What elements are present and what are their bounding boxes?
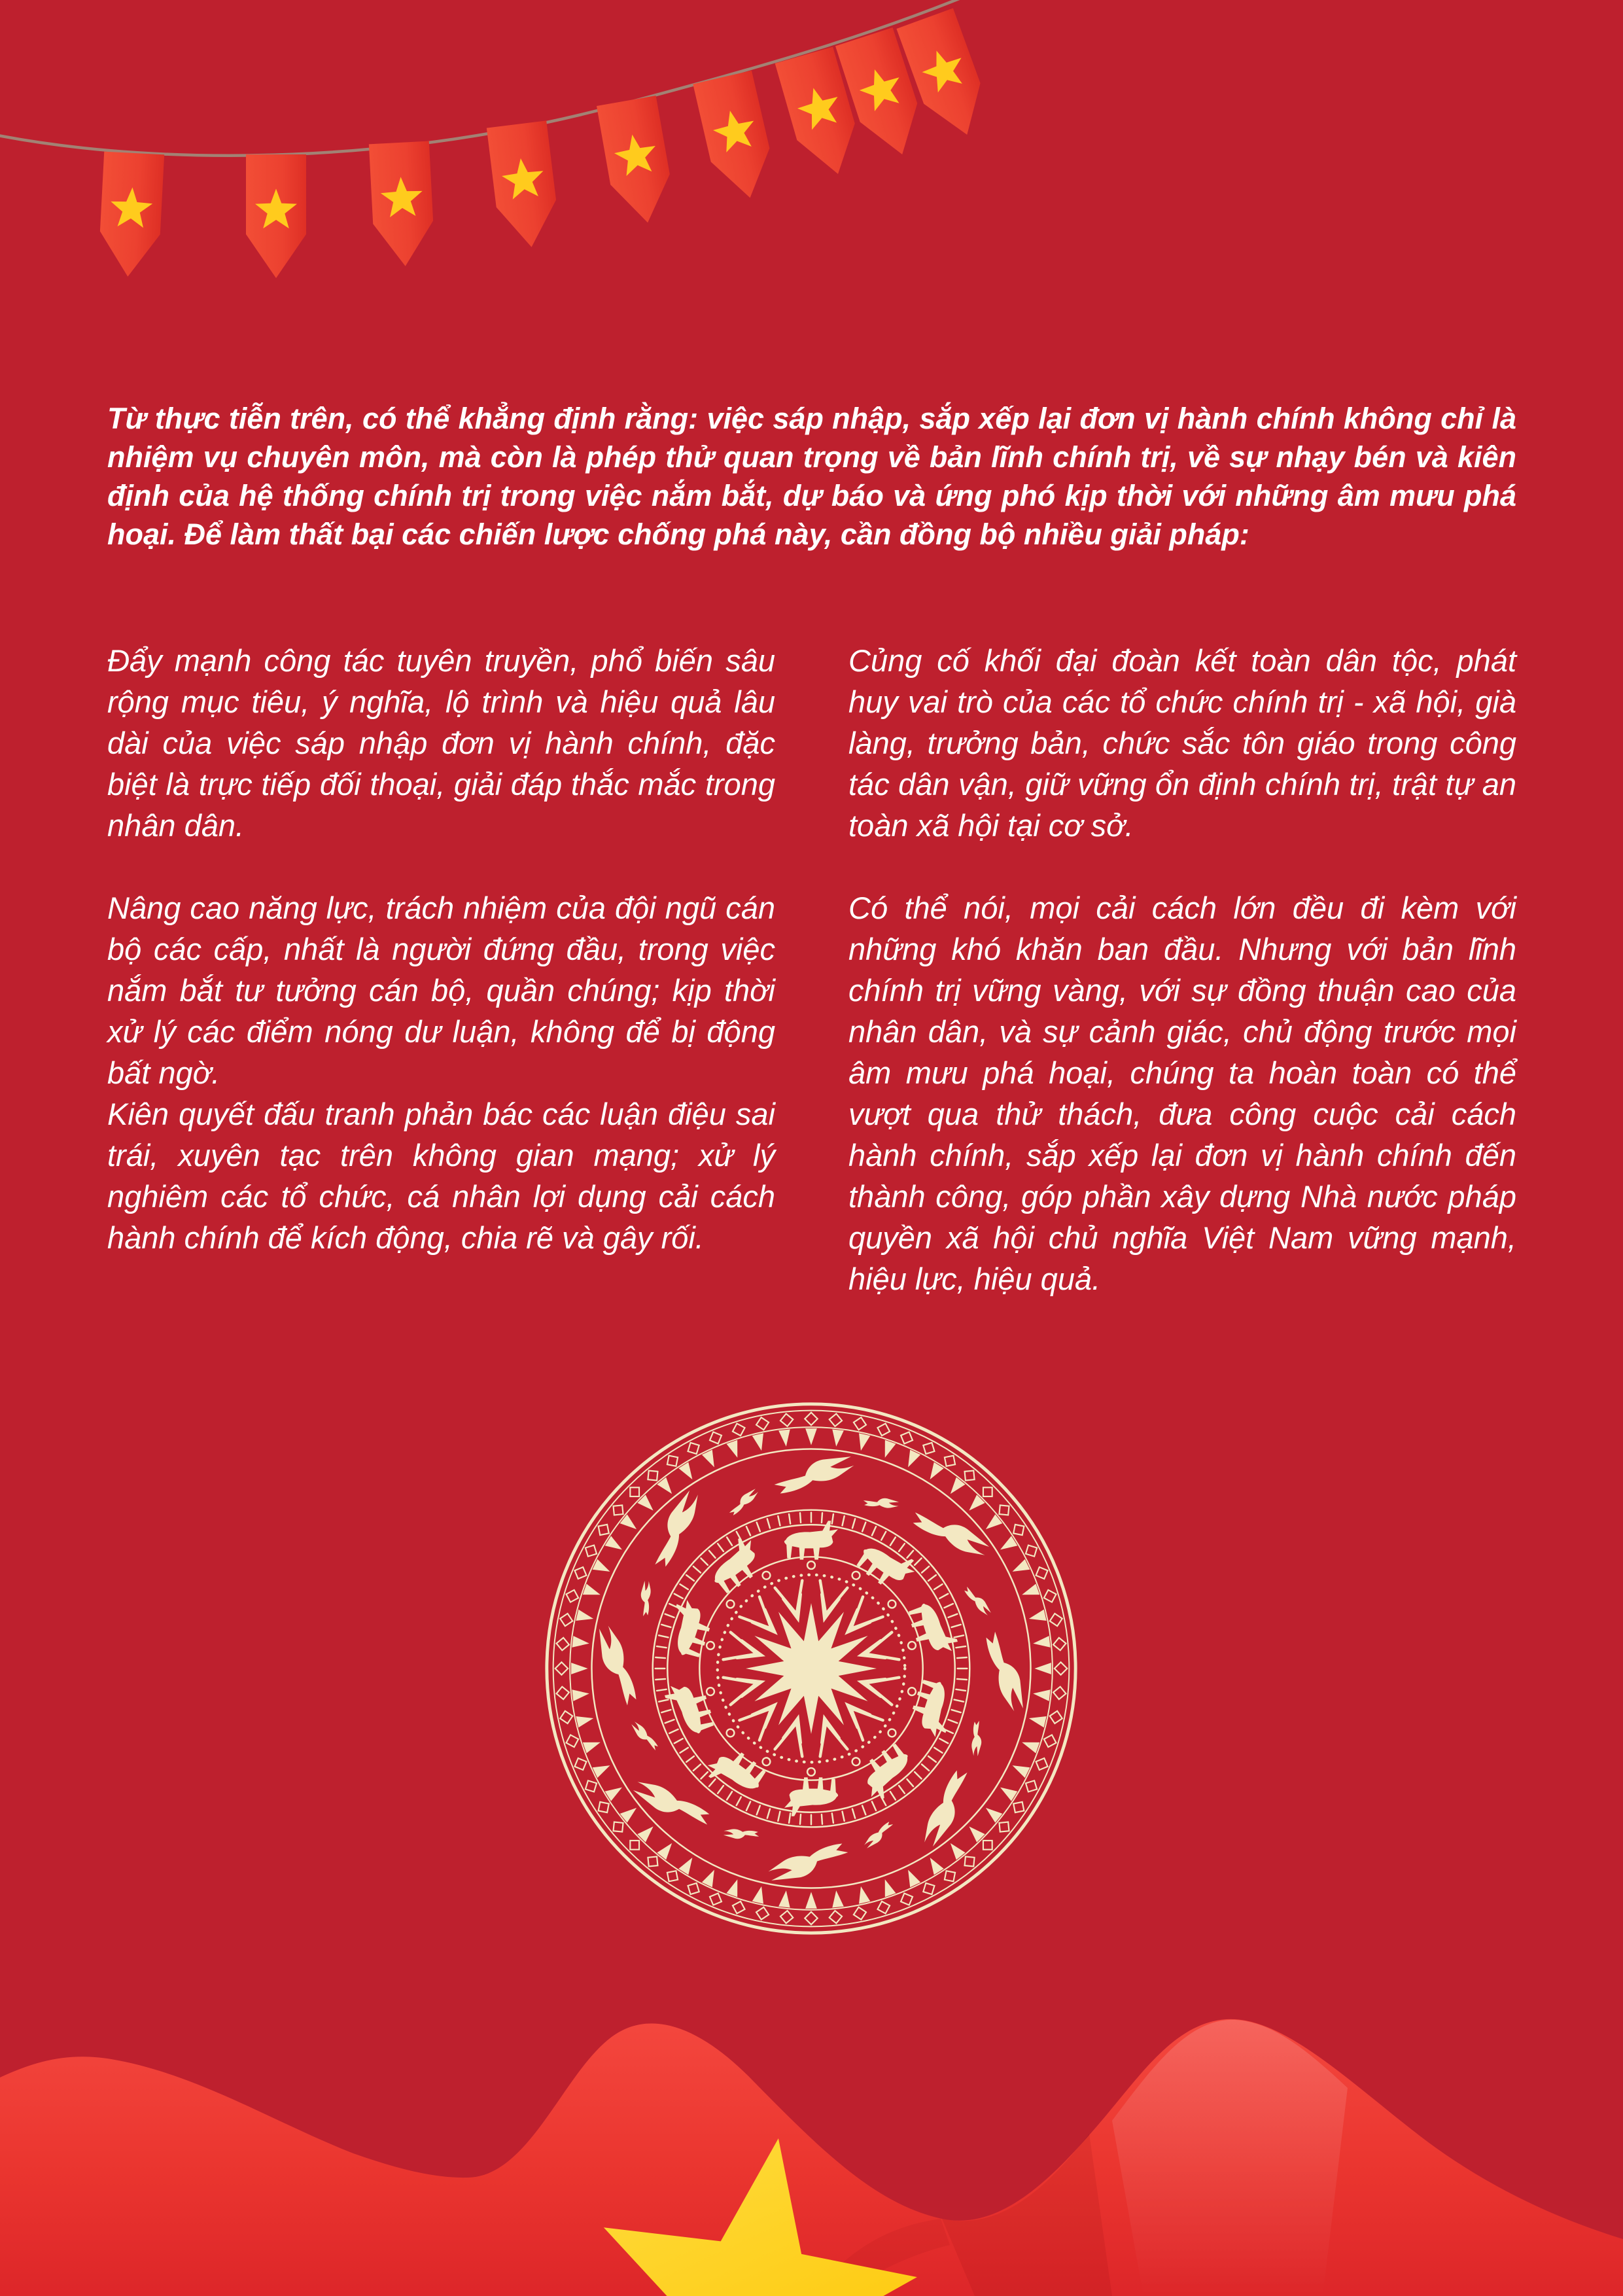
flag-fold-highlight xyxy=(1112,2020,1348,2296)
flag-fold-shadow xyxy=(942,2134,1112,2296)
paragraph-propaganda: Đẩy mạnh công tác tuyên truyền, phổ biến sâu rộng mục tiêu, ý nghĩa, lộ trình và hiệu quả lâu dài của việc sáp nhập đơn vị hành chính, đặc biệt là trực tiếp đối thoại, giải đáp thắc mắc trong nhân dân. xyxy=(107,643,775,843)
vietnam-flag-pennant-icon xyxy=(369,141,436,268)
vietnam-flag-pennant-icon xyxy=(246,154,306,278)
vietnam-flag-pennant-icon xyxy=(896,9,995,145)
paragraph-conclusion: Có thể nói, mọi cải cách lớn đều đi kèm với những khó khăn ban đầu. Nhưng với bản lĩnh chính trị vững vàng, với sự đồng thuận cao của nhân dân, và sự cảnh giác, chủ động trước mọi âm mưu phá hoại, chúng ta hoàn toàn có thể vượt qua thử thách, đưa công cuộc cải cách hành chính, sắp xếp lại đơn vị hành chính đến thành công, góp phần xây dựng Nhà nước pháp quyền xã hội chủ nghĩa Việt Nam vững mạnh, hiệu lực, hiệu quả. xyxy=(848,891,1516,1296)
flag-cloth xyxy=(0,2019,1623,2296)
paragraph-capacity: Nâng cao năng lực, trách nhiệm của đội ngũ cán bộ các cấp, nhất là người đứng đầu, trong việc nắm bắt tư tưởng cán bộ, quần chúng; kịp thời xử lý các điểm nóng dư luận, không để bị động bất ngờ. xyxy=(107,891,775,1090)
sun-star-icon xyxy=(746,1603,877,1734)
flag-bunting xyxy=(0,0,1047,294)
left-column xyxy=(107,640,775,1299)
paragraph-fight-back: Kiên quyết đấu tranh phản bác các luận điệu sai trái, xuyên tạc trên không gian mạng; xử lý nghiêm các tổ chức, cá nhân lợi dụng cải cách hành chính để kích động, chia rẽ và gây rối. xyxy=(107,1097,775,1255)
intro-paragraph: Từ thực tiễn trên, có thể khẳng định rằng: việc sáp nhập, sắp xếp lại đơn vị hành chính không chỉ là nhiệm vụ chuyên môn, mà còn là phép thử quan trọng về bản lĩnh chính trị, về sự nhạy bén và kiên định của hệ thống chính trị trong việc nắm bắt, dự báo và ứng phó kịp thời với những âm mưu phá hoại. Để làm thất bại các chiến lược chống phá này, cần đồng bộ nhiều giải pháp: xyxy=(107,402,1516,551)
waving-vietnam-flag-icon xyxy=(0,1982,1623,2296)
vietnam-flag-pennant-icon xyxy=(693,71,779,205)
vietnam-flag-pennant-icon xyxy=(97,152,164,279)
dong-son-drum-icon xyxy=(542,1399,1081,1938)
vietnam-flag-pennant-icon xyxy=(487,120,561,251)
paragraph-solidarity: Củng cố khối đại đoàn kết toàn dân tộc, phát huy vai trò của các tổ chức chính trị - xã hội, già làng, trưởng bản, chức sắc tôn giáo trong công tác dân vận, giữ vững ổn định chính trị, trật tự an toàn xã hội tại cơ sở. xyxy=(848,643,1516,843)
two-column-text xyxy=(107,640,1516,1299)
vietnam-flag-pennant-icon xyxy=(597,96,677,228)
poster-body xyxy=(107,399,1516,1299)
right-column xyxy=(848,640,1516,1299)
